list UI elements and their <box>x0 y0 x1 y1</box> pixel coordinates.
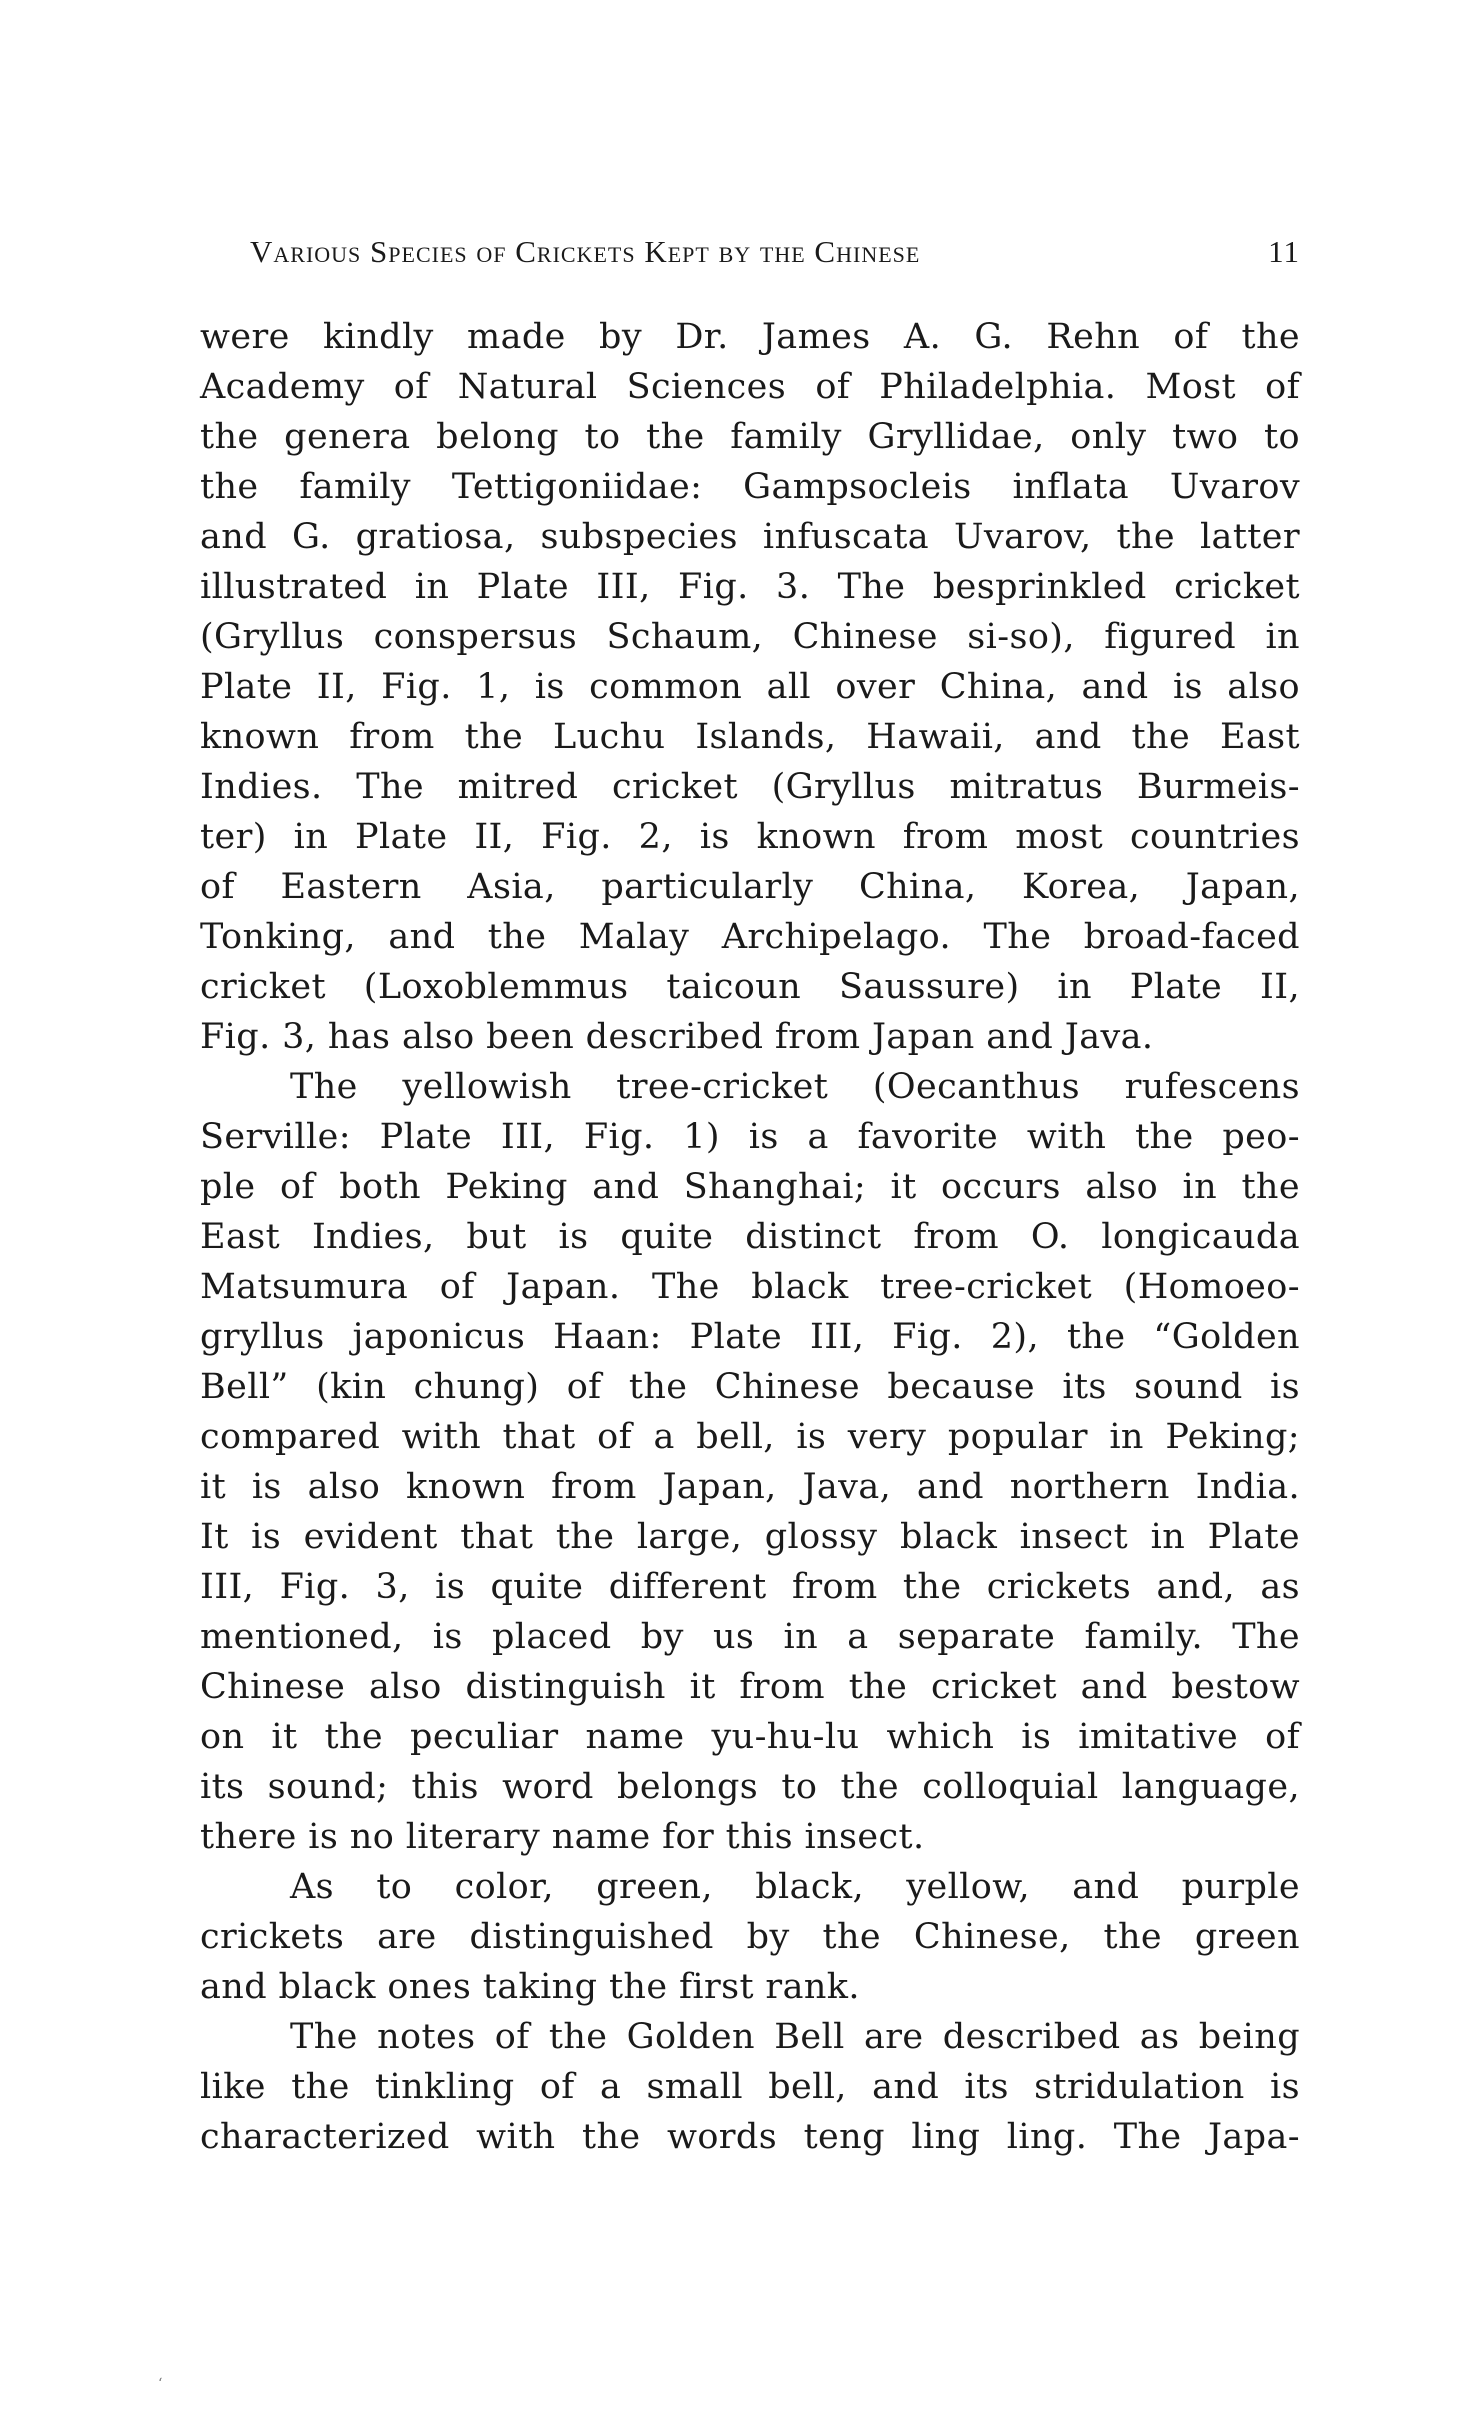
running-header <box>250 234 1300 270</box>
text-line: The yellowish tree-cricket (Oecanthus rufescens <box>290 1067 1300 1107</box>
text-line: Academy of Natural Sciences of Philadelphia. Most of <box>200 367 1300 407</box>
text-line: crickets are distinguished by the Chinese, the green <box>200 1917 1300 1957</box>
text-line: of Eastern Asia, particularly China, Korea, Japan, <box>200 867 1300 907</box>
text-line: Serville: Plate III, Fig. 1) is a favorite with the peo- <box>200 1117 1300 1157</box>
text-line: the genera belong to the family Gryllidae, only two to <box>200 417 1300 457</box>
text-line: like the tinkling of a small bell, and its stridulation is <box>200 2067 1300 2107</box>
text-line: compared with that of a bell, is very popular in Peking; <box>200 1417 1300 1457</box>
text-line: Indies. The mitred cricket (Gryllus mitratus Burmeis- <box>200 767 1300 807</box>
text-line: It is evident that the large, glossy black insect in Plate <box>200 1517 1300 1557</box>
text-line: As to color, green, black, yellow, and purple <box>290 1867 1300 1907</box>
text-line: (Gryllus conspersus Schaum, Chinese si-so), figured in <box>200 617 1300 657</box>
text-line: the family Tettigoniidae: Gampsocleis inflata Uvarov <box>200 467 1300 507</box>
text-line: known from the Luchu Islands, Hawaii, and the East <box>200 717 1300 757</box>
page-number: 11 <box>1268 234 1300 269</box>
running-title: Various Species of Crickets Kept by the Chinese <box>250 234 921 269</box>
text-line: mentioned, is placed by us in a separate family. The <box>200 1617 1300 1657</box>
text-line: gryllus japonicus Haan: Plate III, Fig. 2), the “Golden <box>200 1317 1300 1357</box>
text-line: Bell” (kin chung) of the Chinese because its sound is <box>200 1367 1300 1407</box>
text-line: on it the peculiar name yu-hu-lu which is imitative of <box>200 1717 1300 1757</box>
margin-mark: ‘ <box>158 2376 163 2392</box>
text-line: Fig. 3, has also been described from Japan and Java. <box>200 1017 1154 1057</box>
text-line: Plate II, Fig. 1, is common all over China, and is also <box>200 667 1300 707</box>
text-line: cricket (Loxoblemmus taicoun Saussure) in Plate II, <box>200 967 1300 1007</box>
text-line: it is also known from Japan, Java, and northern India. <box>200 1467 1300 1507</box>
text-line: there is no literary name for this insect. <box>200 1817 925 1857</box>
text-line: characterized with the words teng ling ling. The Japa- <box>200 2117 1300 2157</box>
text-line: Tonking, and the Malay Archipelago. The broad-faced <box>200 917 1300 957</box>
text-line: ter) in Plate II, Fig. 2, is known from most countries <box>200 817 1300 857</box>
text-line: ple of both Peking and Shanghai; it occurs also in the <box>200 1167 1300 1207</box>
text-line: and black ones taking the first rank. <box>200 1967 860 2007</box>
text-line: illustrated in Plate III, Fig. 3. The besprinkled cricket <box>200 567 1300 607</box>
text-line: Matsumura of Japan. The black tree-cricket (Homoeo- <box>200 1267 1300 1307</box>
text-line: and G. gratiosa, subspecies infuscata Uvarov, the latter <box>200 517 1300 557</box>
text-line: were kindly made by Dr. James A. G. Rehn of the <box>200 317 1300 357</box>
text-line: East Indies, but is quite distinct from O. longicauda <box>200 1217 1300 1257</box>
text-line: its sound; this word belongs to the colloquial language, <box>200 1767 1300 1807</box>
text-line: Chinese also distinguish it from the cricket and bestow <box>200 1667 1300 1707</box>
text-line: The notes of the Golden Bell are described as being <box>290 2017 1300 2057</box>
text-line: III, Fig. 3, is quite different from the crickets and, as <box>200 1567 1300 1607</box>
body-text <box>200 312 1300 2162</box>
